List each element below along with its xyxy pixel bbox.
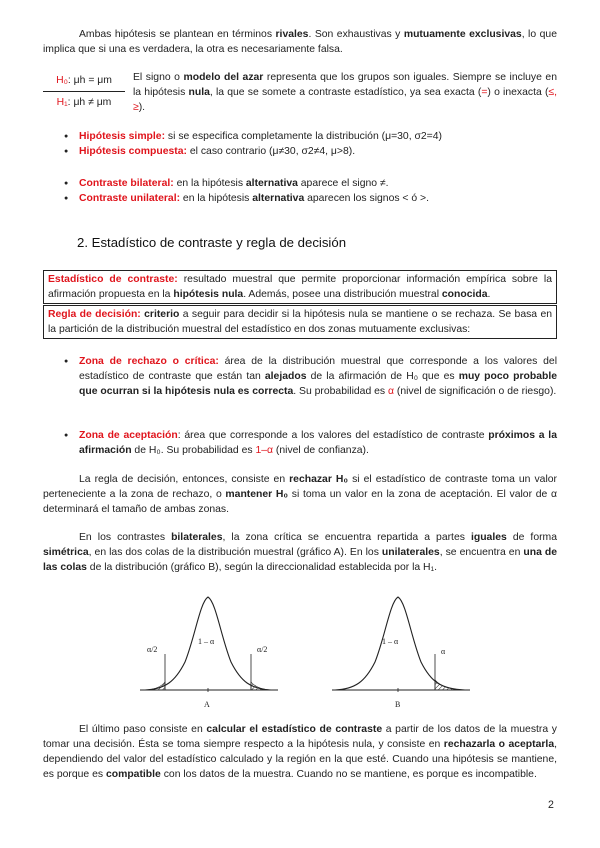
contrast-types-list xyxy=(79,176,557,206)
rejection-zone-list xyxy=(79,354,557,399)
list-item: ● Hipótesis simple: si se especifica completamente la distribución (μ=30, σ2=4) xyxy=(79,129,557,144)
null-model-paragraph: El signo o modelo del azar representa que los grupos son iguales. Siempre se incluye en la hipótesis nula, la que se somete a contraste estadístico, ya sea exacta (=) o inexacta (≤, ≥). xyxy=(133,72,558,113)
intro-paragraph: Ambas hipótesis se plantean en términos rivales. Son exhaustivas y mutuamente exclusivas, lo que implica que si una es verdadera, la otra es necesariamente falsa. xyxy=(43,29,557,55)
page-number: 2 xyxy=(548,799,554,811)
acceptance-zone-list xyxy=(79,428,557,458)
list-item: ● Zona de aceptación: área que corresponde a los valores del estadístico de contraste próximos a la afirmación de H₀. Su probabilidad es 1–α (nivel de confianza). xyxy=(79,428,557,458)
figure-b-curve xyxy=(335,597,465,690)
section-title: 2. Estadístico de contraste y regla de decisión xyxy=(77,235,347,250)
hypotheses-notation xyxy=(43,73,125,110)
alternative-hypothesis: H₁: μh ≠ μm xyxy=(56,97,112,108)
final-step-paragraph: El último paso consiste en calcular el estadístico de contraste a partir de los datos de la muestra y tomar una decisión. Ésta se toma siempre respecto a la hipótesis nula, y consiste en rechazarla o aceptarla, dependiendo del valor del estadístico calculado y la región en la que esté. Cuando una hipótesis se mantiene, es porque es compatible con los datos de la muestra. Cuando no se mantiene, es porque es incompatible. xyxy=(43,724,557,780)
figure-b-caption: B xyxy=(395,700,401,709)
distribution-figures xyxy=(120,592,520,712)
figure-a-right-tail xyxy=(251,682,271,690)
list-item: ● Zona de rechazo o crítica: área de la distribución muestral que corresponde a los valores del estadístico de contraste que están tan alejados de la afirmación de H₀ que es muy poco probable que ocurran si la hipótesis nula es correcta. Su probabilidad es α (nivel de significación o de riesgo). xyxy=(79,354,557,399)
figure-a-right-label: α/2 xyxy=(257,645,268,654)
statistic-definition-box: Estadístico de contraste: resultado muestral que permite proporcionar información empírica sobre la afirmación propuesta en la hipótesis nula. Además, posee una distribución muestral conocida. xyxy=(43,270,557,304)
figure-a-left-tail xyxy=(145,682,165,690)
figure-b-right-tail xyxy=(435,680,465,690)
figure-a-bilateral xyxy=(140,597,278,709)
decision-rule-paragraph: La regla de decisión, entonces, consiste en rechazar H₀ si el estadístico de contraste toma un valor perteneciente a la zona de rechazo, o mantener H₀ si toma un valor en la zona de aceptación. El valor de α determinará el tamaño de ambas zonas. xyxy=(43,474,557,515)
list-item: ● Hipótesis compuesta: el caso contrario (μ≠30, σ2≠4, μ>8). xyxy=(79,144,557,159)
figure-a-left-label: α/2 xyxy=(147,645,158,654)
figure-b-center-label: 1 – α xyxy=(382,637,399,646)
figure-b-right-label: α xyxy=(441,647,446,656)
figure-a-caption: A xyxy=(204,700,210,709)
list-item: ● Contraste unilateral: en la hipótesis alternativa aparecen los signos < ó >. xyxy=(79,191,557,206)
bilateral-unilateral-paragraph: En los contrastes bilaterales, la zona crítica se encuentra repartida a partes iguales de forma simétrica, en las dos colas de la distribución muestral (gráfico A). En los unilaterales, se encuentra en una de las colas de la distribución (gráfico B), según la direccionalidad establecida por la H₁. xyxy=(43,532,557,573)
null-hypothesis: H₀: μh = μm xyxy=(43,73,125,92)
list-item: ● Contraste bilateral: en la hipótesis alternativa aparece el signo ≠. xyxy=(79,176,557,191)
decision-rule-box: Regla de decisión: criterio a seguir para decidir si la hipótesis nula se mantiene o se rechaza. Se basa en la partición de la distribución muestral del estadístico en dos zonas mutuamente exclusivas: xyxy=(43,305,557,339)
figure-b-unilateral xyxy=(332,597,470,709)
figure-a-center-label: 1 – α xyxy=(198,637,215,646)
hypothesis-types-list xyxy=(79,129,557,159)
